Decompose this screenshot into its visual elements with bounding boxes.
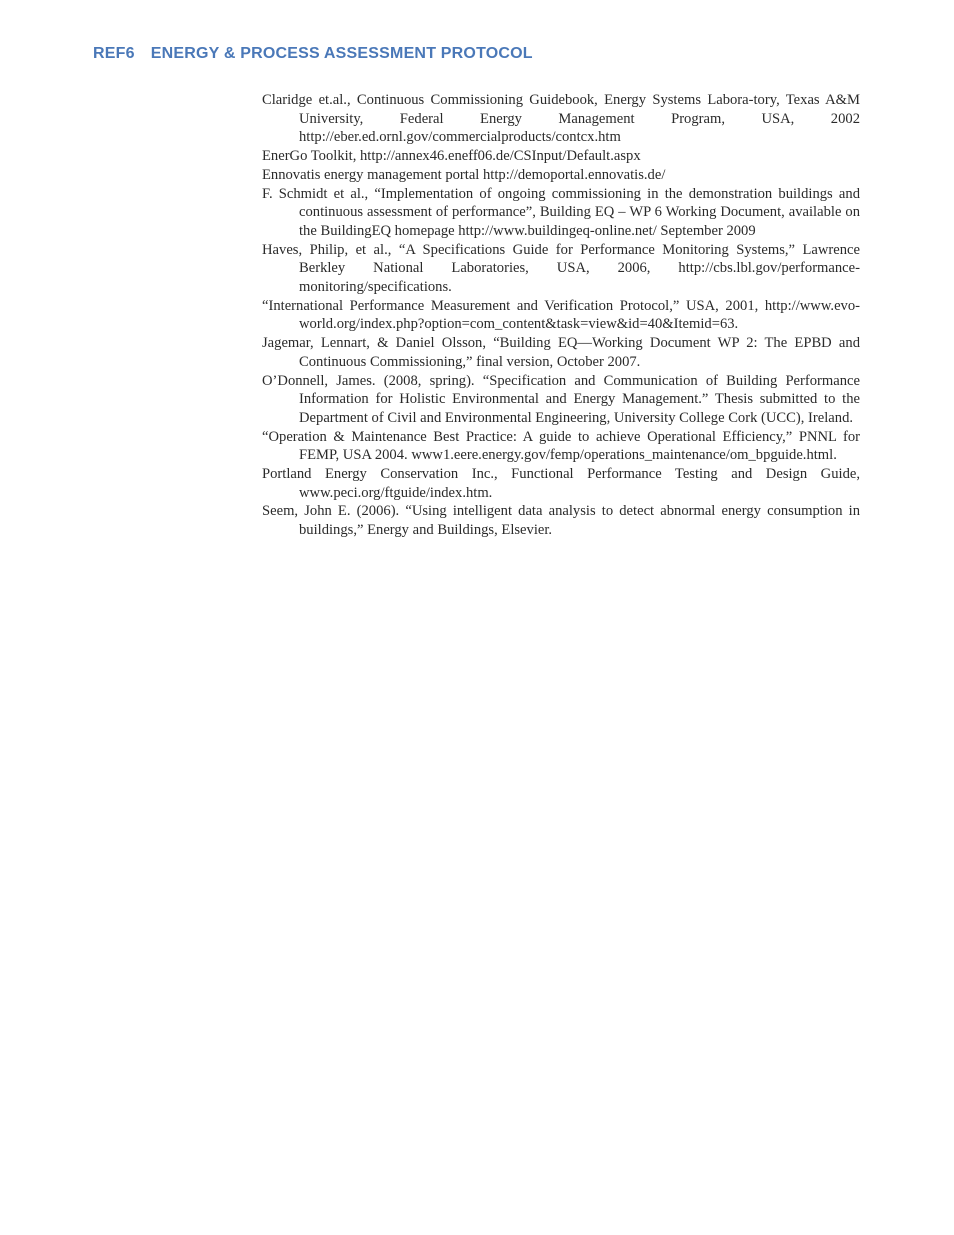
reference-item: F. Schmidt et al., “Implementation of ongoing commissioning in the demonstration buildings and continuous assessment of performance”, Building EQ – WP 6 Working Document, available on the BuildingEQ homepage http://www.buildingeq-online.net/ September 2009 <box>262 185 860 239</box>
reference-item: “Operation & Maintenance Best Practice: A guide to achieve Operational Efficiency,” PNNL for FEMP, USA 2004. www1.eere.energy.gov/femp/operations_maintenance/om_bpguide.html. <box>262 428 860 464</box>
page-header <box>93 45 533 63</box>
reference-item: Seem, John E. (2006). “Using intelligent data analysis to detect abnormal energy consumption in buildings,” Energy and Buildings, Elsevier. <box>262 503 860 539</box>
reference-item: Portland Energy Conservation Inc., Functional Performance Testing and Design Guide, www.peci.org/ftguide/index.htm. <box>262 466 860 501</box>
reference-list <box>262 91 860 540</box>
reference-item: EnerGo Toolkit, http://annex46.eneff06.de/CSInput/Default.aspx <box>262 148 641 165</box>
reference-item: Claridge et.al., Continuous Commissioning Guidebook, Energy Systems Labora-tory, Texas A&M University, Federal Energy Management Program, USA, 2002 http://eber.ed.ornl.gov/commercialproducts/contcx.htm <box>262 92 860 146</box>
section-code: REF6 <box>93 45 135 62</box>
reference-item: Jagemar, Lennart, & Daniel Olsson, “Building EQ—Working Document WP 2: The EPBD and Continuous Commissioning,” final version, October 2007. <box>262 335 860 370</box>
reference-item: O’Donnell, James. (2008, spring). “Specification and Communication of Building Performance Information for Holistic Environmental and Energy Management.” Thesis submitted to the Department of Civil and Environmental Engineering, University College Cork (UCC), Ireland. <box>262 372 860 426</box>
page-title: ENERGY & PROCESS ASSESSMENT PROTOCOL <box>150 45 533 62</box>
reference-item: “International Performance Measurement and Verification Protocol,” USA, 2001, http://www.evo-world.org/index.php?option=com_content&task=view&id=40&Itemid=63. <box>262 297 860 333</box>
reference-item: Haves, Philip, et al., “A Specifications Guide for Performance Monitoring Systems,” Lawrence Berkley National Laboratories, USA, 2006, http://cbs.lbl.gov/performance-monitoring/specifications. <box>262 241 860 296</box>
reference-item: Ennovatis energy management portal http://demoportal.ennovatis.de/ <box>262 166 666 183</box>
